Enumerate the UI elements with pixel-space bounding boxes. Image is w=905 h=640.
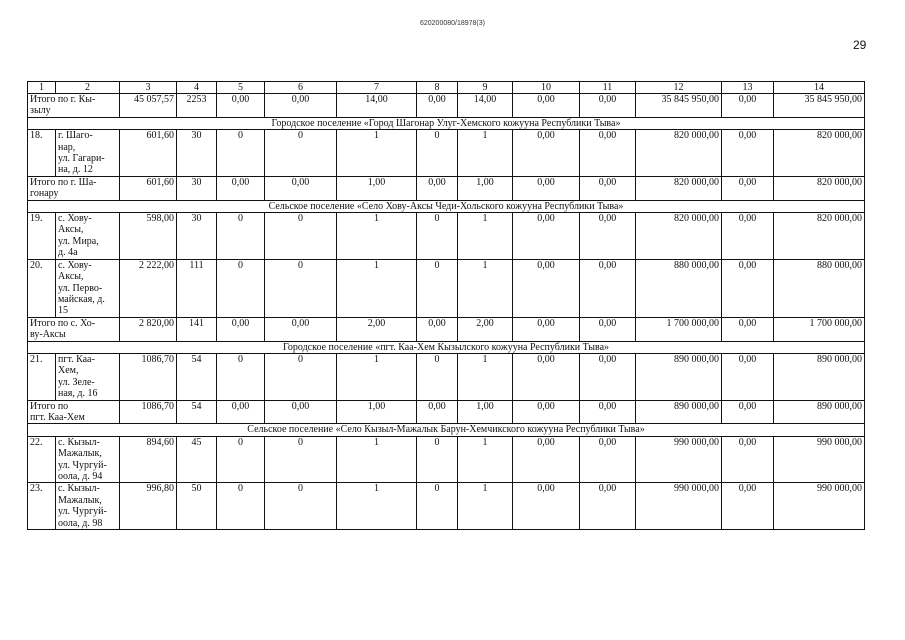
table-cell: 0	[217, 213, 265, 260]
column-header: 7	[337, 82, 417, 94]
total-row	[28, 176, 865, 200]
address-cell: с. Кызыл- Мажалык, ул. Чургуй- оола, д. 98	[56, 483, 120, 530]
table-cell: 0	[217, 483, 265, 530]
table-cell: 890 000,00	[774, 353, 865, 400]
row-number: 23.	[28, 483, 56, 530]
table-row	[28, 213, 865, 260]
table-cell: 1,00	[458, 400, 513, 424]
column-header: 5	[217, 82, 265, 94]
table-row	[28, 130, 865, 177]
total-label: Итого по г. Ша- гонару	[28, 176, 120, 200]
table-cell: 141	[177, 317, 217, 341]
table-cell: 0,00	[722, 483, 774, 530]
table-row	[28, 353, 865, 400]
address-cell: с. Хову- Аксы, ул. Перво- майская, д. 15	[56, 259, 120, 317]
table-cell: 1	[337, 436, 417, 483]
table-cell: 0,00	[417, 94, 458, 118]
table-cell: 0,00	[580, 94, 636, 118]
table-cell: 0,00	[580, 400, 636, 424]
section-title: Сельское поселение «Село Кызыл-Мажалык Барун-Хемчикского кожууна Республики Тыва»	[28, 424, 865, 436]
table-cell: 1	[337, 130, 417, 177]
table-cell: 1086,70	[120, 353, 177, 400]
section-header-row	[28, 424, 865, 436]
table-cell: 0,00	[513, 213, 580, 260]
section-header-row	[28, 341, 865, 353]
table-cell: 0,00	[217, 317, 265, 341]
table-cell: 0	[265, 259, 337, 317]
table-cell: 0,00	[722, 94, 774, 118]
table-cell: 1	[458, 130, 513, 177]
table-cell: 1	[458, 213, 513, 260]
row-number: 22.	[28, 436, 56, 483]
table-cell: 890 000,00	[636, 400, 722, 424]
table-cell: 30	[177, 213, 217, 260]
column-header: 14	[774, 82, 865, 94]
table-cell: 1	[337, 213, 417, 260]
table-cell: 0,00	[722, 213, 774, 260]
table-cell: 0	[417, 436, 458, 483]
table-row	[28, 436, 865, 483]
table-cell: 2 820,00	[120, 317, 177, 341]
table-cell: 820 000,00	[636, 213, 722, 260]
table-cell: 0	[217, 259, 265, 317]
table-cell: 0,00	[265, 317, 337, 341]
table-cell: 2,00	[337, 317, 417, 341]
table-cell: 45	[177, 436, 217, 483]
table-cell: 30	[177, 130, 217, 177]
table-cell: 0	[217, 130, 265, 177]
table-cell: 0,00	[580, 130, 636, 177]
address-cell: пгт. Каа- Хем, ул. Зеле- ная, д. 16	[56, 353, 120, 400]
table-cell: 0	[265, 483, 337, 530]
table-cell: 0,00	[265, 400, 337, 424]
table-cell: 0,00	[580, 317, 636, 341]
table-cell: 1	[337, 483, 417, 530]
table-cell: 0	[217, 436, 265, 483]
table-cell: 0	[265, 130, 337, 177]
table-cell: 996,80	[120, 483, 177, 530]
column-header: 1	[28, 82, 56, 94]
table-cell: 0,00	[722, 400, 774, 424]
table-cell: 30	[177, 176, 217, 200]
address-cell: с. Хову- Аксы, ул. Мира, д. 4а	[56, 213, 120, 260]
table-cell: 0,00	[513, 317, 580, 341]
table-cell: 820 000,00	[636, 176, 722, 200]
section-title: Сельское поселение «Село Хову-Аксы Чеди-Хольского кожууна Республики Тыва»	[28, 200, 865, 212]
column-header: 6	[265, 82, 337, 94]
table-cell: 0,00	[513, 400, 580, 424]
table-cell: 14,00	[337, 94, 417, 118]
table-cell: 35 845 950,00	[636, 94, 722, 118]
table-cell: 601,60	[120, 176, 177, 200]
table-cell: 0,00	[513, 436, 580, 483]
data-table	[27, 81, 865, 530]
section-header-row	[28, 200, 865, 212]
table-cell: 0	[417, 353, 458, 400]
table-cell: 0,00	[722, 259, 774, 317]
table-cell: 601,60	[120, 130, 177, 177]
table-cell: 1	[458, 353, 513, 400]
address-cell: с. Кызыл- Мажалык, ул. Чургуй- оола, д. 94	[56, 436, 120, 483]
table-cell: 0,00	[513, 353, 580, 400]
table-cell: 1,00	[337, 176, 417, 200]
table-cell: 990 000,00	[636, 436, 722, 483]
table-cell: 820 000,00	[774, 176, 865, 200]
table-cell: 54	[177, 400, 217, 424]
column-header: 8	[417, 82, 458, 94]
column-header: 11	[580, 82, 636, 94]
table-cell: 35 845 950,00	[774, 94, 865, 118]
table-cell: 0,00	[580, 176, 636, 200]
table-cell: 1	[458, 483, 513, 530]
table-cell: 2253	[177, 94, 217, 118]
row-number: 20.	[28, 259, 56, 317]
total-label: Итого по г. Кы- зылу	[28, 94, 120, 118]
table-cell: 1	[337, 259, 417, 317]
table-cell: 2,00	[458, 317, 513, 341]
table-cell: 0,00	[217, 400, 265, 424]
total-row	[28, 400, 865, 424]
address-cell: г. Шаго- нар, ул. Гагари- на, д. 12	[56, 130, 120, 177]
table-cell: 1 700 000,00	[636, 317, 722, 341]
table-cell: 990 000,00	[636, 483, 722, 530]
row-number: 19.	[28, 213, 56, 260]
total-row	[28, 317, 865, 341]
table-cell: 1,00	[337, 400, 417, 424]
table-cell: 0,00	[265, 176, 337, 200]
section-title: Городское поселение «Город Шагонар Улуг-Хемского кожууна Республики Тыва»	[28, 117, 865, 129]
table-cell: 880 000,00	[774, 259, 865, 317]
section-title: Городское поселение «пгт. Каа-Хем Кызылского кожууна Республики Тыва»	[28, 341, 865, 353]
table-cell: 0	[265, 436, 337, 483]
table-cell: 0,00	[417, 176, 458, 200]
table-cell: 54	[177, 353, 217, 400]
table-cell: 890 000,00	[636, 353, 722, 400]
table-cell: 0,00	[217, 94, 265, 118]
table-cell: 0	[265, 213, 337, 260]
table-cell: 0,00	[217, 176, 265, 200]
table-cell: 0	[217, 353, 265, 400]
table-cell: 0,00	[513, 94, 580, 118]
table-cell: 0,00	[580, 353, 636, 400]
table-cell: 990 000,00	[774, 483, 865, 530]
table-cell: 1	[458, 436, 513, 483]
table-cell: 1	[458, 259, 513, 317]
table-cell: 0,00	[580, 436, 636, 483]
column-number-row	[28, 82, 865, 94]
table-cell: 50	[177, 483, 217, 530]
total-label: Итого по пгт. Каа-Хем	[28, 400, 120, 424]
table-cell: 1 700 000,00	[774, 317, 865, 341]
table-cell: 0	[417, 213, 458, 260]
table-cell: 0,00	[513, 130, 580, 177]
table-cell: 880 000,00	[636, 259, 722, 317]
table-cell: 45 057,57	[120, 94, 177, 118]
document-code: 620200080/18978(3)	[419, 20, 485, 27]
table-cell: 0,00	[722, 130, 774, 177]
table-cell: 1086,70	[120, 400, 177, 424]
table-cell: 2 222,00	[120, 259, 177, 317]
table-cell: 0,00	[722, 353, 774, 400]
table-cell: 0	[417, 130, 458, 177]
table-cell: 0,00	[417, 317, 458, 341]
table-cell: 0,00	[580, 213, 636, 260]
table-cell: 890 000,00	[774, 400, 865, 424]
column-header: 2	[56, 82, 120, 94]
table-cell: 598,00	[120, 213, 177, 260]
column-header: 12	[636, 82, 722, 94]
table-cell: 820 000,00	[774, 213, 865, 260]
row-number: 21.	[28, 353, 56, 400]
table-cell: 0,00	[722, 436, 774, 483]
column-header: 4	[177, 82, 217, 94]
table-cell: 0,00	[513, 259, 580, 317]
row-number: 18.	[28, 130, 56, 177]
table-cell: 0,00	[722, 176, 774, 200]
table-cell: 1	[337, 353, 417, 400]
column-header: 10	[513, 82, 580, 94]
section-header-row	[28, 117, 865, 129]
table-cell: 0,00	[513, 176, 580, 200]
table-cell: 820 000,00	[636, 130, 722, 177]
table-cell: 0	[417, 259, 458, 317]
table-cell: 14,00	[458, 94, 513, 118]
table-cell: 0,00	[265, 94, 337, 118]
column-header: 13	[722, 82, 774, 94]
table-cell: 0,00	[580, 483, 636, 530]
table-cell: 0	[265, 353, 337, 400]
table-cell: 820 000,00	[774, 130, 865, 177]
total-row	[28, 94, 865, 118]
page-number: 29	[853, 38, 867, 52]
table-body	[28, 82, 865, 530]
table-row	[28, 483, 865, 530]
column-header: 9	[458, 82, 513, 94]
table-row	[28, 259, 865, 317]
table-cell: 0	[417, 483, 458, 530]
table-cell: 0,00	[513, 483, 580, 530]
table-cell: 0,00	[417, 400, 458, 424]
table-cell: 111	[177, 259, 217, 317]
table-cell: 0,00	[580, 259, 636, 317]
column-header: 3	[120, 82, 177, 94]
table-cell: 990 000,00	[774, 436, 865, 483]
table-cell: 894,60	[120, 436, 177, 483]
table-cell: 0,00	[722, 317, 774, 341]
total-label: Итого по с. Хо- ву-Аксы	[28, 317, 120, 341]
table-cell: 1,00	[458, 176, 513, 200]
